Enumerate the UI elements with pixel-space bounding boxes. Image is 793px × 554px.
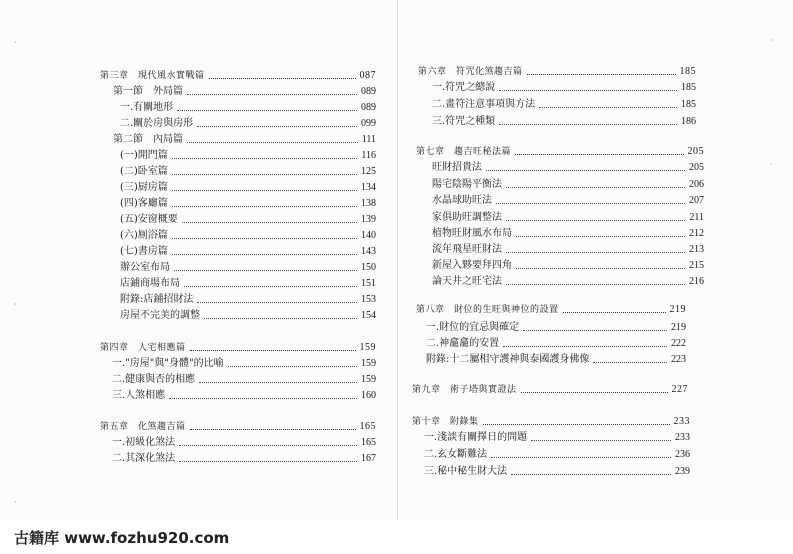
- toc-item: 一.淺談有關擇日的問題 233: [424, 432, 690, 443]
- toc-item: 二.玄女斷難法 236: [424, 449, 690, 460]
- toc-item: (七)書房篇 143: [120, 246, 376, 257]
- toc-item: 二.健康與否的相應 159: [112, 374, 376, 385]
- toc-item: 論天井之旺宅法 216: [432, 276, 704, 287]
- toc-item: 辦公室布局 150: [120, 262, 376, 273]
- toc-item: 附錄:十二屬相守護神與泰國護身佛像 223: [426, 354, 686, 365]
- toc-item: (六)厠浴篇 140: [120, 230, 376, 241]
- toc-item: (四)客廳篇 138: [120, 198, 376, 209]
- toc-chapter: 第五章 化煞趨吉篇 165: [100, 421, 376, 432]
- toc-item: 一.符咒之總說 185: [432, 82, 696, 93]
- toc-item: 家俱助旺調整法 211: [432, 212, 704, 223]
- toc-item: 陽宅陰陽平衡法 206: [432, 179, 704, 190]
- toc-item: 二.畫符注意事項與方法 185: [432, 99, 696, 110]
- toc-chapter: 第八章 財位的生旺與神位的設置 219: [416, 304, 686, 315]
- toc-item: 一.有關地形 089: [120, 102, 376, 113]
- toc-chapter: 第九章 術子塔與實證法 227: [412, 384, 688, 395]
- toc-item: 二.關於房與房形 099: [120, 118, 376, 129]
- toc-item: (一)開門篇 116: [120, 150, 376, 161]
- watermark-text: 古籍库 www.fozhu920.com: [14, 528, 230, 547]
- toc-item: 一.財位的宜忌與確定 219: [426, 322, 686, 333]
- toc-chapter: 第七章 趨吉旺秘法篇 205: [416, 146, 704, 157]
- left-page: [0, 0, 396, 520]
- toc-chapter: 第十章 附錄集 233: [412, 416, 690, 427]
- toc-chapter: 第三章 現代風水實戰篇 087: [100, 70, 376, 81]
- toc-item: 二.神龕龕的安置 222: [426, 338, 686, 349]
- toc-chapter: 第六章 符咒化煞趨吉篇 185: [418, 66, 696, 77]
- scan-mark: ·: [770, 160, 773, 169]
- scan-mark: ·: [14, 38, 17, 47]
- toc-item: 三.人煞相應 160: [112, 390, 376, 401]
- scan-mark: ·: [770, 36, 773, 45]
- toc-item: (三)厨房篇 134: [120, 182, 376, 193]
- scan-mark: ·: [14, 498, 17, 507]
- toc-item: (二)卧室篇 125: [120, 166, 376, 177]
- toc-section: 第二節 內局篇 111: [113, 134, 376, 145]
- toc-item: (五)安窗概要 139: [120, 214, 376, 225]
- right-page: [397, 0, 793, 520]
- toc-item: 三.符咒之種類 186: [432, 116, 696, 127]
- toc-item: 二.其深化煞法 167: [112, 453, 376, 464]
- toc-chapter: 第四章 人宅相應篇 159: [100, 342, 376, 353]
- toc-item: 流年飛星旺財法 213: [432, 244, 704, 255]
- site-watermark: [0, 520, 793, 554]
- toc-section: 第一節 外局篇 089: [113, 86, 376, 97]
- toc-item: 一.初級化煞法 165: [112, 437, 376, 448]
- toc-item: 旺財招貴法 205: [432, 162, 704, 173]
- toc-item: 三.秘中秘生財大法 239: [424, 466, 690, 477]
- toc-item: 店鋪商場布局 151: [120, 278, 376, 289]
- scan-mark: ·: [14, 300, 17, 309]
- toc-item: 水晶球助旺法 207: [432, 195, 704, 206]
- toc-item: 植物旺財風水布局 212: [432, 228, 704, 239]
- toc-item: 附錄:店鋪招財法 153: [120, 294, 376, 305]
- toc-item: 一."房屋"與"身體"的比喻 159: [112, 358, 376, 369]
- toc-item: 房屋不完美的調整 154: [120, 310, 376, 321]
- toc-item: 新屋入夥要拜四角 215: [432, 260, 704, 271]
